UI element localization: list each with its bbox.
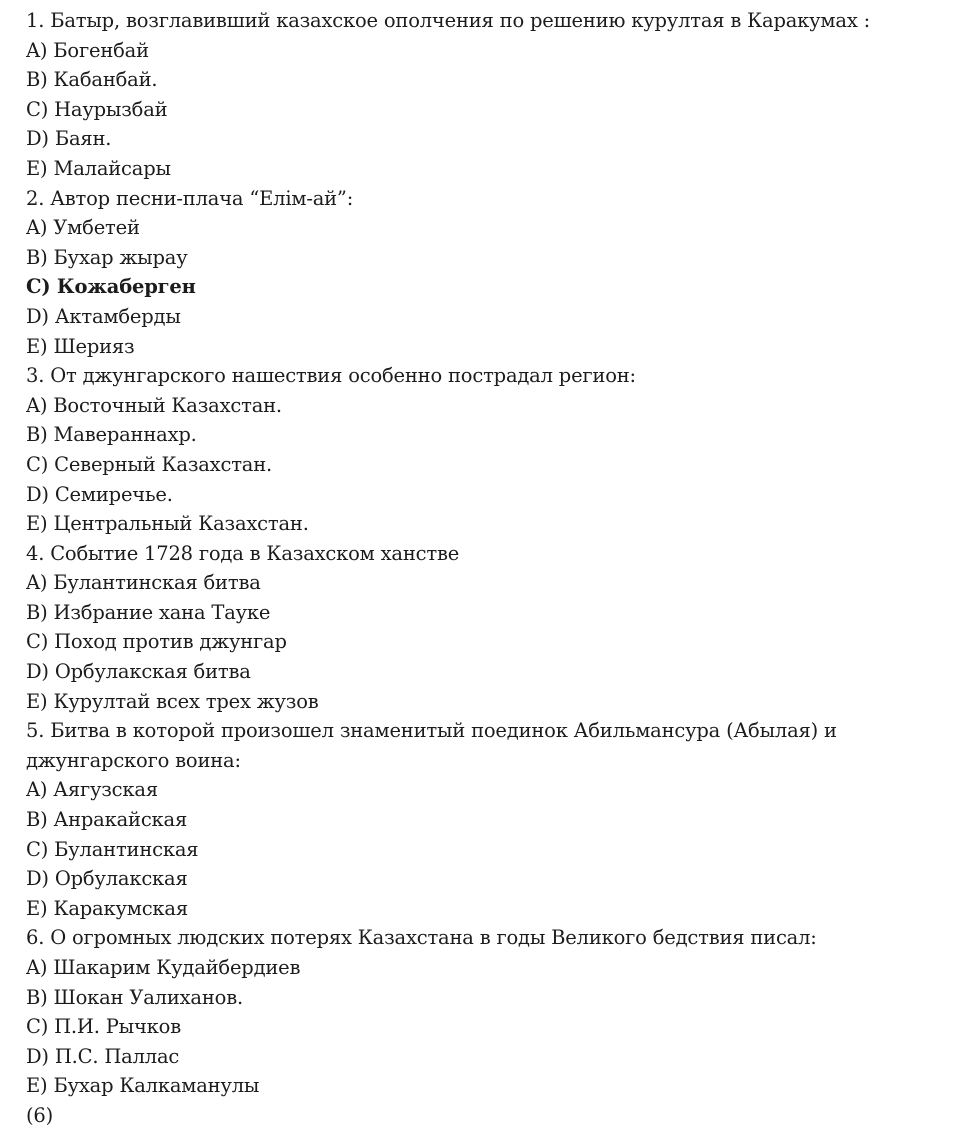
answer-option-d: D) Баян.: [26, 127, 112, 151]
answer-option-c: C) Наурызбай: [26, 97, 168, 121]
answer-option-a: A) Богенбай: [26, 38, 149, 62]
answer-option-c: C) Булантинская: [26, 837, 199, 861]
answer-option-b: B) Бухар жырау: [26, 245, 188, 269]
question-3: [26, 361, 960, 539]
answer-option-b: B) Избрание хана Тауке: [26, 600, 271, 624]
question-text: 3. От джунгарского нашествия особенно пострадал регион:: [26, 364, 636, 388]
answer-option-c: C) Северный Казахстан.: [26, 452, 273, 476]
answer-option-d: D) Семиречье.: [26, 482, 173, 506]
answer-option-b: B) Анракайская: [26, 808, 188, 832]
answer-option-b: B) Шокан Уалиханов.: [26, 985, 243, 1009]
document-page: [26, 6, 960, 1131]
answer-option-a: A) Умбетей: [26, 216, 140, 240]
answer-option-c-highlighted: C) Кожаберген: [26, 275, 196, 299]
answer-option-e: E) Шерияз: [26, 334, 135, 358]
answer-option-a: A) Булантинская битва: [26, 571, 261, 595]
question-4: [26, 539, 960, 717]
answer-option-a: A) Восточный Казахстан.: [26, 393, 282, 417]
answer-option-c: C) Поход против джунгар: [26, 630, 287, 654]
answer-option-b: B) Кабанбай.: [26, 68, 158, 92]
answer-option-d: D) Актамберды: [26, 304, 181, 328]
question-6: [26, 923, 960, 1101]
question-text: 2. Автор песни-плача “Елім-ай”:: [26, 186, 354, 210]
question-text-line-1: 5. Битва в которой произошел знаменитый поединок Абильмансура (Абылая) и: [26, 719, 837, 743]
answer-option-a: A) Аягузская: [26, 778, 158, 802]
answer-option-e: E) Каракумская: [26, 896, 188, 920]
question-text-line-2: джунгарского воина:: [26, 748, 241, 772]
answer-option-d: D) Орбулакская: [26, 867, 188, 891]
question-text: 4. Событие 1728 года в Казахском ханстве: [26, 541, 460, 565]
answer-option-e: E) Малайсары: [26, 156, 171, 180]
question-text: 6. О огромных людских потерях Казахстана в годы Великого бедствия писал:: [26, 926, 817, 950]
question-5: [26, 716, 960, 923]
answer-option-d: D) П.С. Паллас: [26, 1044, 180, 1068]
answer-option-b: B) Мавераннахр.: [26, 423, 197, 447]
question-1: [26, 6, 960, 184]
answer-option-c: C) П.И. Рычков: [26, 1015, 181, 1039]
question-text: 1. Батыр, возглавивший казахское ополчения по решению курултая в Каракумах :: [26, 9, 870, 32]
answer-option-e: E) Бухар Калкаманулы: [26, 1074, 260, 1098]
answer-option-e: E) Центральный Казахстан.: [26, 512, 309, 536]
answer-option-e: E) Курултай всех трех жузов: [26, 689, 319, 713]
footer-page-count: (6): [26, 1103, 54, 1127]
answer-option-d: D) Орбулакская битва: [26, 660, 251, 684]
question-2: [26, 184, 960, 362]
answer-option-a: A) Шакарим Кудайбердиев: [26, 956, 301, 979]
